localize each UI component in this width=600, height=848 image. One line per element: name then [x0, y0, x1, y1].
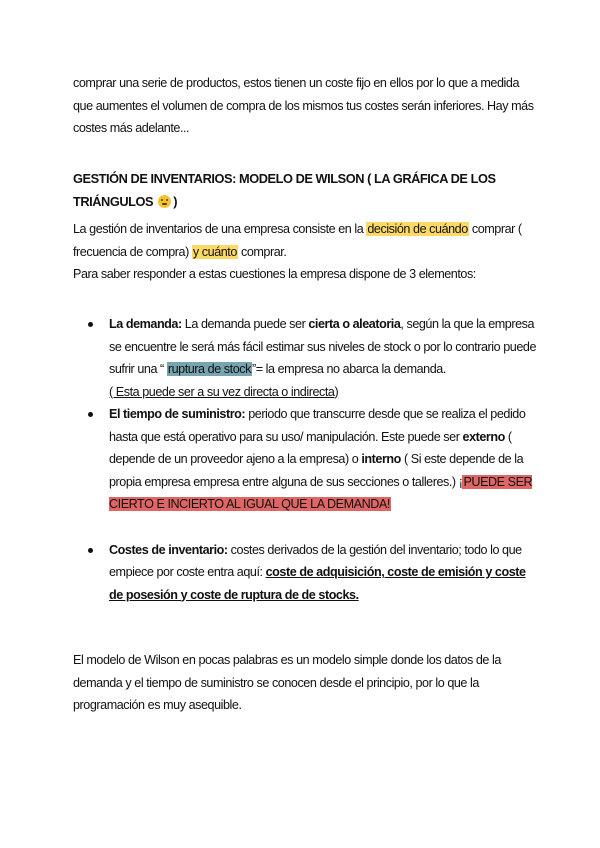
list-item-tiempo-suministro — [73, 403, 538, 516]
definition-text-2: comprar ( — [468, 222, 522, 236]
suministro-text-2: ( depende de un proveedor ajeno a la empresa) o — [109, 429, 512, 466]
term-costes-inventario: Costes de inventario: — [109, 542, 228, 557]
closing-paragraph: El modelo de Wilson en pocas palabras es un modelo simple donde los datos de la demanda y el tiempo de suministro se conocen desde el principio, por lo que la programación es muy asequible. — [73, 653, 501, 712]
intro-line-2: que aumentes el volumen de compra de los mismos tus costes serán inferiores. Hay más — [73, 98, 534, 113]
definition-paragraph — [73, 218, 543, 286]
costes-list-underlined: coste de adquisición, coste de emisión y coste de posesión y coste de ruptura de de stocks. — [109, 565, 526, 602]
highlight-ruptura-stock: ruptura de stock — [167, 362, 251, 376]
definition-text-4: comprar. — [237, 244, 287, 259]
suministro-text-1: periodo que transcurre desde que se realiza el pedido hasta que está operativo para su uso/ manipulación. Este puede ser — [109, 407, 526, 444]
demanda-text-1: La demanda puede ser — [181, 317, 309, 331]
elements-intro: Para saber responder a estas cuestiones la empresa dispone de 3 elementos: — [73, 267, 476, 281]
flushed-face-icon — [158, 195, 171, 208]
heading-line-2-end: ) — [173, 194, 178, 209]
suministro-text-3: ( Si este depende de la propia empresa empresa entre alguna de sus secciones o talleres.) ¡ — [109, 452, 524, 489]
definition-text-1: La gestión de inventarios de una empresa consiste en la — [73, 222, 367, 236]
definition-text-3: frecuencia de compra) — [73, 244, 192, 259]
elements-list — [73, 313, 538, 606]
demanda-text-3: ”= la empresa no abarca la demanda. — [251, 362, 446, 376]
demanda-note: ( Esta puede ser a su vez directa o indirecta) — [109, 384, 339, 399]
intro-paragraph — [73, 72, 543, 140]
demanda-text-2: , según la que la empresa se encuentre le será más fácil estimar sus niveles de stock o por lo contrario puede sufrir una “ — [109, 317, 537, 376]
intro-line-3: costes más adelante... — [73, 121, 190, 135]
bullet-icon — [88, 322, 93, 327]
intro-line-1: comprar una serie de productos, estos tienen un coste fijo en ellos por lo que a medida — [73, 76, 519, 90]
section-heading — [73, 167, 543, 213]
highlight-puede-ser-cierto: PUEDE SER CIERTO E INCIERTO AL IGUAL QUE LA DEMANDA! — [109, 474, 533, 511]
heading-line-2: TRIÁNGULOS — [73, 194, 157, 209]
bold-externo: externo — [462, 429, 505, 444]
list-item-demanda — [73, 313, 538, 403]
bullet-icon — [88, 548, 93, 553]
highlight-decision-cuando: decisión de cuándo — [367, 222, 468, 236]
bullet-icon — [88, 412, 93, 417]
costes-text-1: costes derivados de la gestión del inventario; todo lo que empiece por coste entra aquí: — [109, 542, 522, 579]
bold-cierta-aleatoria: cierta o aleatoria — [308, 317, 401, 331]
list-item-costes-inventario — [73, 539, 538, 607]
term-tiempo-suministro: El tiempo de suministro: — [109, 407, 246, 421]
bold-interno: interno — [361, 452, 401, 466]
term-demanda: La demanda: — [109, 317, 182, 331]
highlight-y-cuanto: y cuánto — [192, 244, 237, 259]
heading-line-1: GESTIÓN DE INVENTARIOS: MODELO DE WILSON ( LA GRÁFICA DE LOS — [73, 171, 496, 186]
